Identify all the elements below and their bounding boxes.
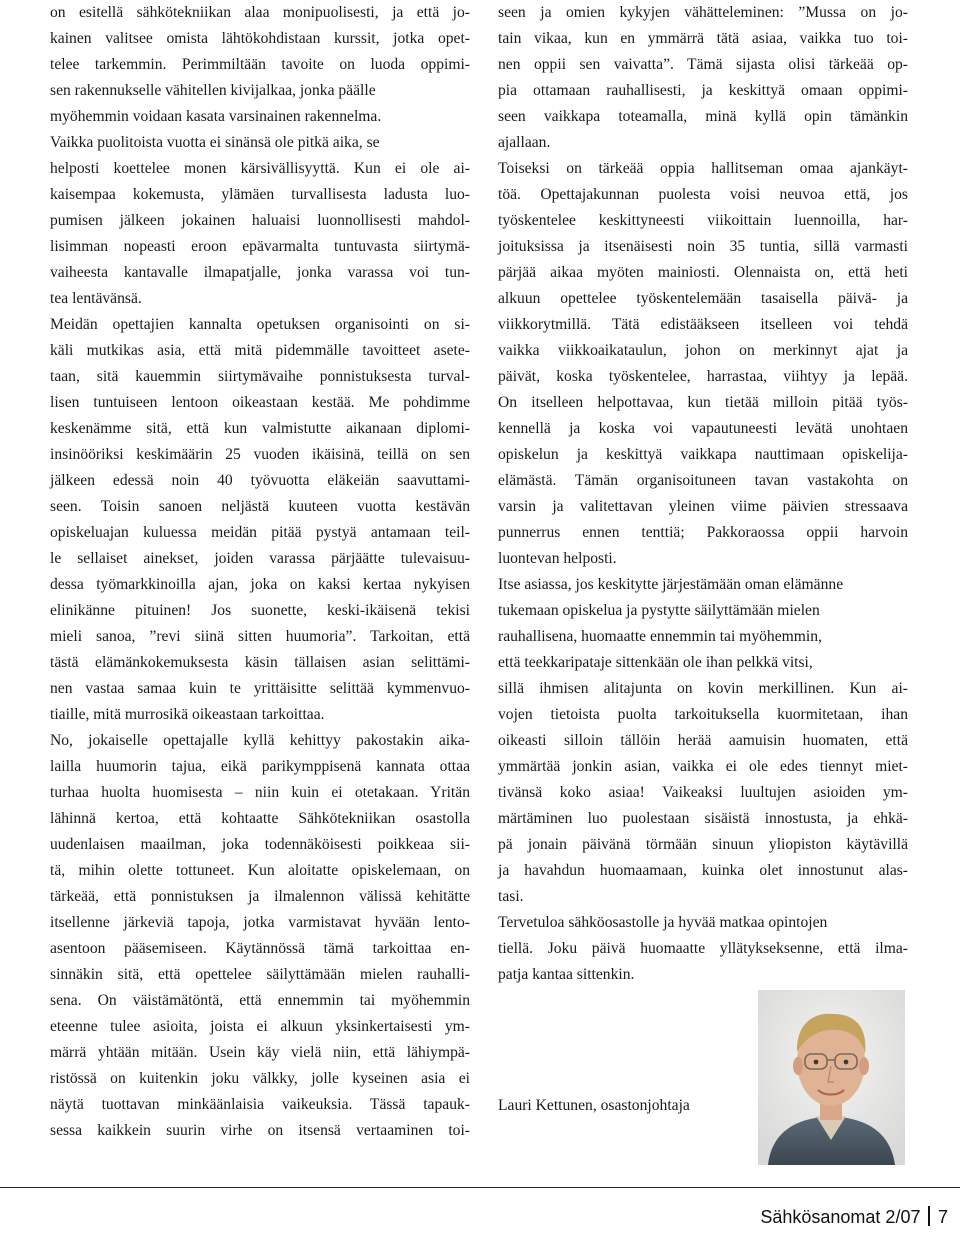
- text-line: telee tarkemmin. Perimmiltään tavoite on luoda oppimi-: [50, 56, 470, 73]
- text-line: keskenämme sitä, että kun valmistutte aikanaan diplomi-: [50, 420, 470, 437]
- article-column-right: [498, 0, 908, 988]
- text-line: taan, sitä kauemmin siirtymävaihe ponnistuksesta turval-: [50, 368, 470, 385]
- text-line: sinnäkin sitä, että opettelee säilyttämään mielen rauhalli-: [50, 966, 470, 983]
- text-line: luontevan helposti.: [498, 550, 617, 567]
- text-line: helposti koettelee monen kärsivällisyyttä. Kun ei ole ai-: [50, 160, 470, 177]
- text-line: tain vikaa, kun en ymmärrä tätä asiaa, vaikka tuo toi-: [498, 30, 908, 47]
- text-line: on esitellä sähkötekniikan alaa monipuolisesti, ja että jo-: [50, 4, 470, 21]
- text-line: märrä yhtään mitään. Usein käy vielä niin, että lähiympä-: [50, 1044, 470, 1061]
- author-portrait: [758, 990, 905, 1165]
- text-line: nen vastaa samaa kuin te yrittäisitte selittää kymmenvuo-: [50, 680, 470, 697]
- text-line: tivänsä koko asiaa! Vaikeaksi luultujen asioiden ym-: [498, 784, 908, 801]
- text-line: joituksissa ja itsenäisesti noin 35 tuntia, sillä varmasti: [498, 238, 908, 255]
- text-line: tärkeää, että ponnistuksen ja ilmalennon välissä kehitätte: [50, 888, 470, 905]
- text-line: tä, mihin olette tottuneet. Kun aloitatte opiskelemaan, on: [50, 862, 470, 879]
- text-line: päivät, koska työskentelee, harrastaa, viihtyy ja lepää.: [498, 368, 908, 385]
- text-line: tiaille, mitä murrosikä oikeastaan tarkoittaa.: [50, 706, 325, 723]
- text-line: tukemaan opiskelua ja pystytte säilyttämään mielen: [498, 602, 820, 619]
- text-line: kaisempaa kokemusta, ylämäen turvallisesta ladusta luo-: [50, 186, 470, 203]
- text-line: ja havahdun huomaamaan, kuinka olet innostunut alas-: [498, 862, 908, 879]
- text-line: dessa työmarkkinoilla ajan, joka on kaksi kertaa nykyisen: [50, 576, 470, 593]
- text-line: eteenne tulee asioita, joista ei alkuun yksinkertaisesti ym-: [50, 1018, 470, 1035]
- text-line: itsellenne järkeviä tapoja, jotka varmistavat hyvään lento-: [50, 914, 470, 931]
- text-line: ristössä on kuitenkin joku välkky, jolle kyseinen asia ei: [50, 1070, 470, 1087]
- text-line: työskentelee keskittyneesti viikoittain luennoilla, har-: [498, 212, 908, 229]
- footer-divider: [0, 1187, 960, 1188]
- text-line: asentoon pääsemiseen. Käytännössä tämä tarkoittaa en-: [50, 940, 470, 957]
- text-line: pärjää aikaa myöten mainiosti. Olennaista on, että heti: [498, 264, 908, 281]
- text-line: lailla huumorin tajua, eikä parikymppisenä kannata ottaa: [50, 758, 470, 775]
- text-line: myöhemmin voidaan kasata varsinainen rakennelma.: [50, 108, 382, 125]
- text-line: ymmärtää jonkin asian, vaikka ei ole edes tiennyt miet-: [498, 758, 908, 775]
- text-line: sena. On väistämätöntä, että ennemmin tai myöhemmin: [50, 992, 470, 1009]
- text-line: tiellä. Joku päivä huomaatte yllätykseksenne, että ilma-: [498, 940, 908, 957]
- text-line: seen ja omien kykyjen vähätteleminen: ”Mussa on jo-: [498, 4, 908, 21]
- text-line: sessa kaikkein suurin virhe on itsensä vertaaminen toi-: [50, 1122, 470, 1139]
- text-line: elämästä. Tämän organisoituneen tavan vastakohta on: [498, 472, 908, 489]
- text-line: nen oppii sen vaivatta”. Tämä sijasta olisi tärkeää op-: [498, 56, 908, 73]
- text-line: seen. Toisin sanoen neljästä kuuteen vuotta kestävän: [50, 498, 470, 515]
- text-line: mieli sanoa, ”revi siinä sitten huumoria”. Tarkoitan, että: [50, 628, 470, 645]
- text-line: kainen valitsee omista lähtökohdistaan kurssit, jotka opet-: [50, 30, 470, 47]
- text-line: turhaa huolta huomisesta – niin kuin ei otetakaan. Yritän: [50, 784, 470, 801]
- text-line: patja kantaa sittenkin.: [498, 966, 635, 983]
- text-line: lisimman nopeasti eroon epävarmalta tuntuvasta siirtymä-: [50, 238, 470, 255]
- text-line: vaikka viikkoaikataulun, johon on merkinnyt ajat ja: [498, 342, 908, 359]
- text-line: tästä elämänkokemuksesta käsin tällaisen asian selittämi-: [50, 654, 470, 671]
- page-number: 7: [937, 1207, 948, 1227]
- text-line: pia ottamaan rauhallisesti, ja keskittyä omaan oppimi-: [498, 82, 908, 99]
- text-line: rauhallisena, huomaatte ennemmin tai myöhemmin,: [498, 628, 822, 645]
- text-line: sillä ihmisen alitajunta on kovin merkillinen. Kun ai-: [498, 680, 908, 697]
- portrait-photo-icon: [758, 990, 905, 1165]
- footer-separator: [928, 1206, 930, 1226]
- text-line: tasi.: [498, 888, 524, 905]
- text-line: Itse asiassa, jos keskitytte järjestämään oman elämänne: [498, 576, 844, 593]
- text-line: elinikänne pituinen! Jos suonette, keski-ikäisenä tekisi: [50, 602, 470, 619]
- text-line: uudenlaisen maailman, joka todennäköisesti poikkeaa sii-: [50, 836, 470, 853]
- text-line: lisen tuntuiseen lentoon oikeastaan kestää. Me pohdimme: [50, 394, 470, 411]
- publication-name: Sähkösanomat 2/07: [760, 1207, 921, 1227]
- text-line: märtäminen luo puolestaan sisäistä innostusta, ja ehkä-: [498, 810, 908, 827]
- text-line: kennellä ja koska voi vapautuneesti levätä unohtaen: [498, 420, 908, 437]
- text-line: lähinnä kertoa, että kohtaatte Sähkötekniikan osastolla: [50, 810, 470, 827]
- text-line: ajallaan.: [498, 134, 551, 151]
- text-line: alkuun opettelee työskentelemään tasaisella päivä- ja: [498, 290, 908, 307]
- text-line: oikeasti silloin tällöin herää aamuisin huomaten, että: [498, 732, 908, 749]
- text-line: insinööriksi keskimäärin 25 vuoden ikäisinä, teillä on sen: [50, 446, 470, 463]
- text-line: No, jokaiselle opettajalle kyllä kehittyy pakostakin aika-: [50, 732, 470, 749]
- text-line: pumisen jälkeen jokainen haluaisi luonnollisesti mahdol-: [50, 212, 470, 229]
- text-line: Tervetuloa sähköosastolle ja hyvää matkaa opintojen: [498, 914, 828, 931]
- text-line: pä jonain päivänä törmään sinuun yliopiston käytävillä: [498, 836, 908, 853]
- photo-caption: Lauri Kettunen, osastonjohtaja: [498, 1097, 690, 1114]
- text-line: opiskeluajan kuluessa meidän pitää pystyä antamaan teil-: [50, 524, 470, 541]
- text-line: näytä tuottavan minkäänlaisia vaikeuksia. Tässä tapauk-: [50, 1096, 470, 1113]
- text-line: Toiseksi on tärkeää oppia hallitseman omaa ajankäyt-: [498, 160, 908, 177]
- text-line: seen vaikkapa toteamalla, minä kyllä opin tämänkin: [498, 108, 908, 125]
- text-line: opiskelun ja keskittyä vaikkapa nauttimaan opiskelija-: [498, 446, 908, 463]
- text-line: On itselleen helpottavaa, kun tietää milloin pitää työs-: [498, 394, 908, 411]
- text-line: punnerrus ennen tenttiä; Pakkoraossa oppii harvoin: [498, 524, 908, 541]
- page-footer: [760, 1206, 948, 1228]
- text-line: töä. Opettajakunnan puolesta voisi neuvoa että, jos: [498, 186, 908, 203]
- text-line: viikkorytmillä. Tätä edistääkseen itselleen voi tehdä: [498, 316, 908, 333]
- article-column-left: [50, 0, 470, 1144]
- text-line: sen rakennukselle vähitellen kivijalkaa, jonka päälle: [50, 82, 376, 99]
- text-line: käli mutkikas asia, että mitä pidemmälle tavoitteet asete-: [50, 342, 470, 359]
- text-line: vaiheesta kantavalle ilmapatjalle, jonka varassa voi tun-: [50, 264, 470, 281]
- text-line: jälkeen edessä noin 40 työvuotta eläkeiän saavuttami-: [50, 472, 470, 489]
- text-line: tea lentävänsä.: [50, 290, 142, 307]
- text-line: Vaikka puolitoista vuotta ei sinänsä ole pitkä aika, se: [50, 134, 380, 151]
- text-line: Meidän opettajien kannalta opetuksen organisointi on si-: [50, 316, 470, 333]
- text-line: vojen tietoista puolta tarkoituksella kuormitetaan, ihan: [498, 706, 908, 723]
- text-line: varsin ja valitettavan yleinen viime päivien stressaava: [498, 498, 908, 515]
- text-line: että teekkaripataje sittenkään ole ihan pelkkä vitsi,: [498, 654, 813, 671]
- text-line: le sellaiset ainekset, joiden varassa pärjäätte tulevaisuu-: [50, 550, 470, 567]
